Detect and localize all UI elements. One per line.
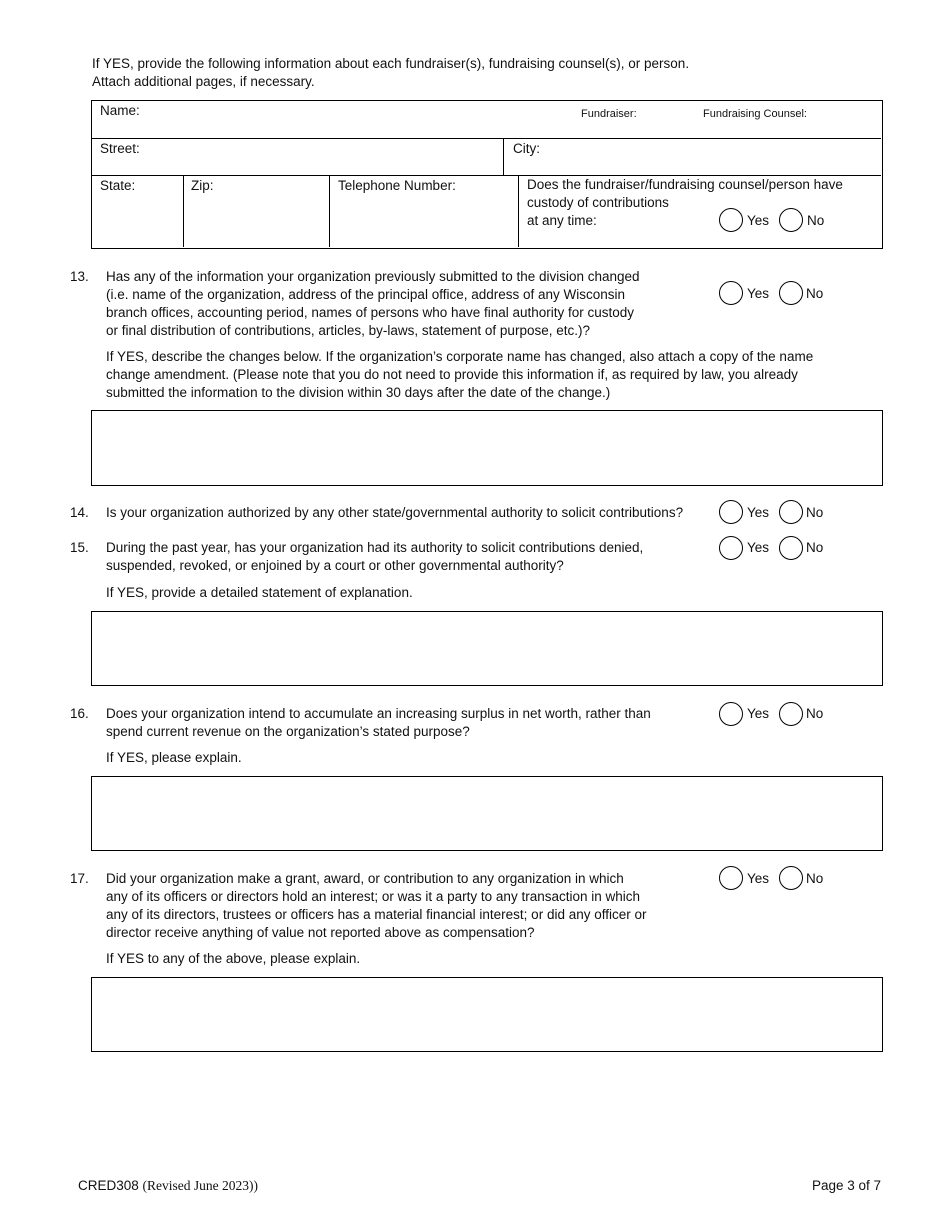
q13-no-radio[interactable] [779, 281, 803, 305]
street-input[interactable] [145, 141, 499, 159]
q15-no-radio[interactable] [779, 536, 803, 560]
zip-label: Zip: [191, 178, 214, 193]
q17-text: Did your organization make a grant, award, or contribution to any organization in which any of its officers or directors hold an interest; or was it a party to any transaction in which any of its directors, trustees or officers has a material financial interest; or did any officer or director receive anything of value not reported above as compensation? [106, 871, 647, 940]
custody-yes-label: Yes [747, 213, 770, 228]
q15-yes-label: Yes [747, 540, 770, 555]
q17-yes-label: Yes [747, 871, 770, 886]
intro-line-1: If YES, provide the following information about each fundraiser(s), fundraising counsel(s), or person. [92, 56, 690, 71]
q16-number: 16. [70, 706, 89, 721]
form-revision: (Revised June 2023)) [142, 1178, 259, 1193]
fundraiser-label: Fundraiser: [581, 108, 637, 120]
page-number: Page 3 of 7 [812, 1178, 882, 1193]
q15-text: During the past year, has your organization had its authority to solicit contributions denied, suspended, revoked, or enjoined by a court or other governmental authority? [106, 540, 644, 573]
q14-yes-radio[interactable] [719, 500, 743, 524]
city-input[interactable] [548, 141, 872, 159]
state-label: State: [100, 178, 136, 193]
name-label: Name: [100, 103, 140, 118]
name-input[interactable] [145, 104, 569, 122]
street-label: Street: [100, 141, 140, 156]
q14-number: 14. [70, 505, 89, 520]
q13-text: Has any of the information your organization previously submitted to the division changed (i.e. name of the organization, address of the principal office, address of any Wisconsin branch offices, accounting period, names of persons who have final authority for custody or final distribution of contributions, articles, by-laws, statement of purpose, etc.)? [106, 269, 640, 338]
q17-no-label: No [806, 871, 824, 886]
custody-no-radio[interactable] [779, 208, 803, 232]
q14-no-radio[interactable] [779, 500, 803, 524]
q15-yes-radio[interactable] [719, 536, 743, 560]
q15-number: 15. [70, 540, 89, 555]
q13-no-label: No [806, 286, 824, 301]
q17-yes-radio[interactable] [719, 866, 743, 890]
q16-no-label: No [806, 706, 824, 721]
q13-yes-label: Yes [747, 286, 770, 301]
custody-no-label: No [807, 213, 825, 228]
q14-text: Is your organization authorized by any other state/governmental authority to solicit contributions? [106, 505, 684, 520]
intro-line-2: Attach additional pages, if necessary. [92, 74, 315, 89]
form-id [78, 1177, 258, 1195]
q16-followup: If YES, please explain. [106, 750, 242, 765]
custody-question: Does the fundraiser/fundraising counsel/person have custody of contributions at any time: [527, 177, 843, 228]
q16-yes-radio[interactable] [719, 702, 743, 726]
q15-no-label: No [806, 540, 824, 555]
q15-followup: If YES, provide a detailed statement of explanation. [106, 585, 413, 600]
q16-text: Does your organization intend to accumulate an increasing surplus in net worth, rather than spend current revenue on the organization’s stated purpose? [106, 706, 651, 739]
q14-no-label: No [806, 505, 824, 520]
custody-yes-radio[interactable] [719, 208, 743, 232]
telephone-label: Telephone Number: [338, 178, 456, 193]
q13-yes-radio[interactable] [719, 281, 743, 305]
q16-answer-box[interactable] [91, 776, 883, 851]
q13-answer-box[interactable] [91, 410, 883, 486]
form-id-code: CRED308 [78, 1178, 139, 1193]
q17-number: 17. [70, 871, 89, 886]
fundraising-counsel-label: Fundraising Counsel: [703, 108, 807, 120]
q15-answer-box[interactable] [91, 611, 883, 686]
q17-answer-box[interactable] [91, 977, 883, 1052]
q17-followup: If YES to any of the above, please explain. [106, 951, 361, 966]
city-label: City: [513, 141, 540, 156]
q13-number: 13. [70, 269, 89, 284]
q14-yes-label: Yes [747, 505, 770, 520]
q17-no-radio[interactable] [779, 866, 803, 890]
q13-followup: If YES, describe the changes below. If the organization’s corporate name has changed, also attach a copy of the name change amendment. (Please note that you do not need to provide this information if, as required by law, you already submitted the information to the division within 30 days after the date of the change.) [106, 349, 814, 400]
q16-yes-label: Yes [747, 706, 770, 721]
q16-no-radio[interactable] [779, 702, 803, 726]
